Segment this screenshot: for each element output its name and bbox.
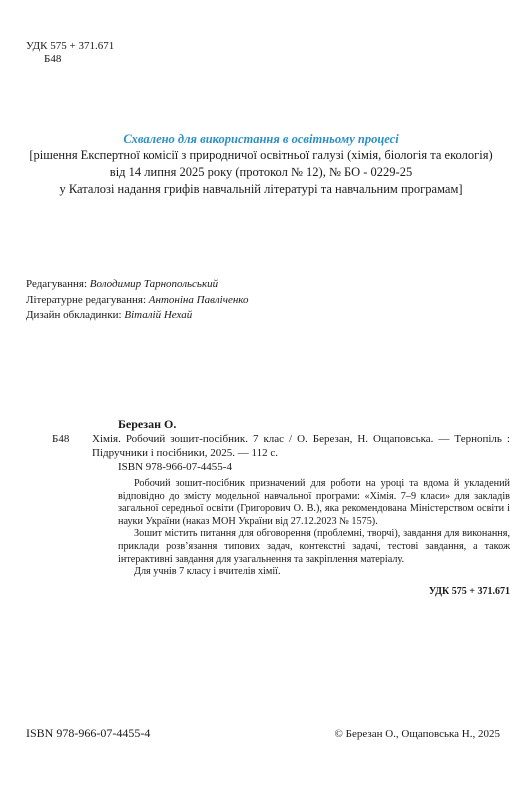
annotation-paragraph-2: Зошит містить питання для обговорення (проблемні, творчі), завдання для виконання, приклади розв’язання типових задач, контекстні задачі, тестові завдання, а також інтерактивні завдання для узагальнення та закріплення матеріалу. [118,528,510,565]
credits-block [26,277,249,324]
approval-line-1: [рішення Експертної комісії з природничої освітньої галузі (хімія, біологія та екологія) [29,148,493,162]
annotation-paragraph-3: Для учнів 7 класу і вчителів хімії. [134,566,281,578]
approval-line-3: у Каталозі надання грифів навчальній літературі та навчальним програмам] [59,182,463,196]
record-annotation [118,478,510,598]
footer-isbn: ISBN 978-966-07-4455-4 [26,726,151,740]
record-isbn: ISBN 978-966-07-4455-4 [118,461,232,473]
credit-literary-label: Літературне редагування: [26,293,149,306]
approval-title: Схвалено для використання в освітньому процесі [123,132,399,146]
record-description: Хімія. Робочий зошит-посібник. 7 клас / О. Березан, Н. Ощаповська. — Тернопіль : Підручники і посібники, 2025. — 112 с. [92,433,510,459]
approval-line-2: від 14 липня 2025 року (протокол № 12), № БО - 0229-25 [109,165,413,179]
udk-code: УДК 575 + 371.671 [26,40,115,52]
record-main-row [26,432,510,460]
record-udk: УДК 575 + 371.671 [428,585,510,597]
library-code: Б48 [44,53,62,65]
bibliographic-record [26,416,510,598]
credit-editing-label: Редагування: [26,278,90,290]
credit-cover-name: Віталій Нехай [124,309,193,321]
credit-cover-label: Дизайн обкладинки: [26,309,125,321]
footer-copyright: © Березан О., Ощаповська Н., 2025 [334,728,500,740]
credit-cover [26,308,249,324]
credit-literary [26,293,249,309]
annotation-paragraph-1: Робочий зошит-посібник призначений для роботи на уроці та вдома й укладений відповідно до змісту модельної навчальної програми: «Хімія. 7–9 класи» для закладів загальної середньої освіти (Григорович О. В.), яка рекомендована Міністерством освіти і науки України (наказ МОН України від 27.12.2023 № 1575). [118,478,510,527]
udk-header [26,40,114,66]
credit-editing-name: Володимир Тарнопольський [89,278,219,290]
record-code: Б48 [52,433,70,445]
record-author: Березан О. [118,417,177,431]
credit-literary-name: Антоніна Павліченко [148,293,249,306]
approval-block [20,131,502,198]
credit-editing [26,277,249,293]
